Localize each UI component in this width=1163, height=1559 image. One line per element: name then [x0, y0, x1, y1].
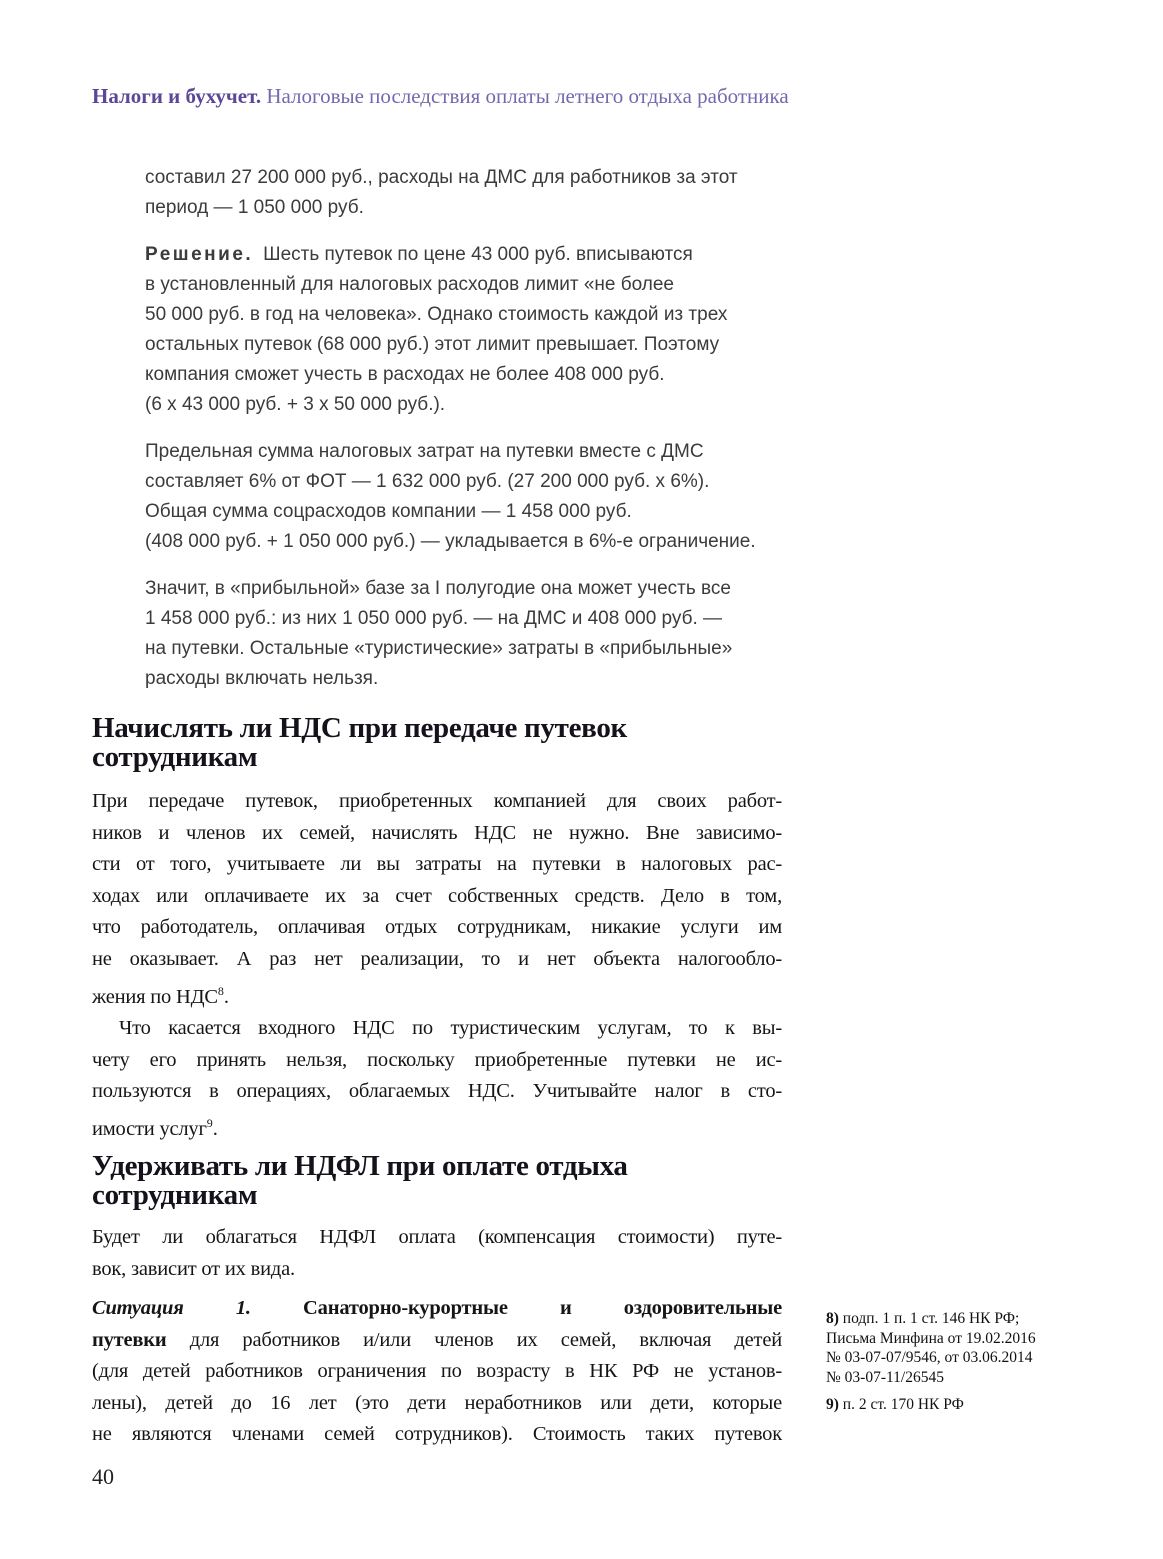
text-segment: (6 х 43 000 руб. + 3 х 50 000 руб.).	[145, 394, 446, 415]
text-line	[145, 330, 807, 360]
text-segment: Решение.	[145, 244, 254, 265]
text-segment: имости услуг	[92, 1117, 207, 1140]
example-block	[145, 163, 807, 711]
example-paragraph	[145, 437, 807, 557]
text-segment: (408 000 руб. + 1 050 000 руб.) — укладывается в 6%-е ограничение.	[145, 531, 756, 552]
text-segment: Письма Минфина от 19.02.2016	[826, 1329, 1036, 1347]
text-line	[92, 818, 782, 850]
text-line	[92, 743, 792, 772]
text-line	[92, 1419, 782, 1451]
text-line	[92, 944, 782, 976]
text-segment: расходы включать нельзя.	[145, 668, 379, 689]
text-segment: Ситуация 1.	[92, 1297, 251, 1319]
text-line	[145, 437, 807, 467]
text-segment: Значит, в «прибыльной» базе за I полугодие она может учесть все	[145, 578, 731, 599]
footnote-marker: 8	[217, 983, 224, 998]
text-segment: Будет ли облагаться НДФЛ оплата (компенсация стоимости) путе-	[92, 1226, 782, 1248]
text-segment: для работников и/или членов их семей, включая детей	[166, 1328, 782, 1351]
article-title: Налоговые последствия оплаты летнего отдыха работника	[266, 84, 789, 108]
text-segment: сотрудникам	[92, 1179, 258, 1211]
text-line	[92, 1152, 792, 1181]
text-line	[826, 1395, 1076, 1415]
text-line	[92, 1356, 782, 1388]
text-line	[145, 360, 807, 390]
text-segment: .	[223, 985, 229, 1008]
rubric-title: Налоги и бухучет.	[92, 84, 262, 108]
page-number: 40	[92, 1464, 114, 1489]
text-line	[145, 390, 807, 420]
footnote-marker: 9	[206, 1115, 213, 1130]
text-segment: 9)	[826, 1396, 839, 1413]
text-segment: № 03-07-11/26545	[826, 1368, 944, 1386]
text-segment: Предельная сумма налоговых затрат на путевки вместе с ДМС	[145, 441, 704, 462]
sidebar-footnotes	[826, 1309, 1076, 1415]
text-line	[92, 912, 782, 944]
text-line	[92, 1293, 782, 1325]
text-line	[145, 574, 807, 604]
text-segment: № 03-07-07/9546, от 03.06.2014	[826, 1349, 1033, 1366]
text-line	[92, 786, 782, 818]
text-line	[92, 976, 782, 1013]
text-line	[92, 1045, 782, 1077]
text-segment: сотрудникам	[92, 741, 258, 773]
text-line	[92, 1181, 792, 1210]
example-solution-paragraph	[145, 240, 807, 420]
text-line	[826, 1348, 1076, 1368]
text-segment: что работодатель, оплачивая отдых сотрудникам, никакие услуги им	[92, 916, 782, 939]
text-segment: .	[212, 1117, 218, 1140]
text-segment: чету его принять нельзя, поскольку приобретенные путевки не ис-	[92, 1048, 782, 1071]
text-line	[145, 467, 807, 497]
example-paragraph	[145, 163, 807, 223]
example-paragraph	[145, 574, 807, 694]
text-segment: компания сможет учесть в расходах не более 408 000 руб.	[145, 364, 665, 385]
text-segment: вок, зависит от их вида.	[92, 1257, 295, 1280]
text-line	[145, 634, 807, 664]
text-line	[145, 527, 807, 557]
page-header	[92, 84, 789, 108]
text-segment: 50 000 руб. в год на человека». Однако стоимость каждой из трех	[145, 304, 728, 325]
text-segment: составил 27 200 000 руб., расходы на ДМС для работников за этот	[145, 167, 738, 188]
text-line	[145, 664, 807, 694]
text-line	[92, 1254, 782, 1286]
situation-1-paragraph	[92, 1293, 782, 1451]
text-segment: ников и членов их семей, начислять НДС не нужно. Вне зависимо-	[92, 821, 782, 844]
text-segment: лены), детей до 16 лет (это дети неработников или дети, которые	[92, 1391, 782, 1414]
text-segment: 1 458 000 руб.: из них 1 050 000 руб. — на ДМС и 408 000 руб. —	[145, 608, 723, 629]
footnote-8	[826, 1309, 1076, 1387]
text-line	[92, 1013, 782, 1045]
text-line	[92, 849, 782, 881]
section-body-ndfl-intro	[92, 1222, 782, 1285]
text-segment: в установленный для налоговых расходов лимит «не более	[145, 274, 675, 295]
text-line	[145, 240, 807, 270]
text-segment: п. 2 ст. 170 НК РФ	[838, 1396, 964, 1413]
text-segment: При передаче путевок, приобретенных компанией для своих работ-	[92, 790, 782, 812]
text-line	[145, 604, 807, 634]
text-line	[92, 1388, 782, 1420]
text-segment: подп. 1 п. 1 ст. 146 НК РФ;	[838, 1310, 1020, 1327]
section-body-nds	[92, 786, 782, 1145]
text-segment: путевки	[92, 1328, 167, 1351]
text-line	[145, 270, 807, 300]
text-segment: пользуются в операциях, облагаемых НДС. Учитывайте налог в сто-	[92, 1080, 782, 1103]
text-line	[92, 1222, 782, 1254]
text-line	[826, 1329, 1076, 1349]
text-line	[145, 300, 807, 330]
text-line	[92, 1108, 782, 1145]
text-line	[92, 714, 792, 743]
text-line	[145, 497, 807, 527]
text-line	[145, 163, 807, 193]
text-segment: на путевки. Остальные «туристические» затраты в «прибыльные»	[145, 638, 733, 659]
section-heading-ndfl	[92, 1152, 792, 1210]
text-line	[92, 1325, 782, 1357]
text-segment: остальных путевок (68 000 руб.) этот лимит превышает. Поэтому	[145, 334, 720, 355]
text-segment: 8)	[826, 1310, 839, 1327]
section-heading-nds	[92, 714, 792, 772]
text-segment: Общая сумма соцрасходов компании — 1 458 000 руб.	[145, 501, 632, 522]
text-segment: не оказывает. А раз нет реализации, то и нет объекта налогообло-	[92, 947, 782, 970]
text-segment: Удерживать ли НДФЛ при оплате отдыха	[92, 1150, 628, 1182]
text-line	[145, 193, 807, 223]
text-line	[826, 1309, 1076, 1329]
text-line	[826, 1368, 1076, 1388]
text-segment: Санаторно-курортные и оздоровительные	[250, 1297, 782, 1319]
text-segment: (для детей работников ограничения по возрасту в НК РФ не установ-	[92, 1360, 782, 1383]
text-line	[92, 1076, 782, 1108]
text-segment: не являются членами семей сотрудников). Стоимость таких путевок	[92, 1423, 782, 1446]
text-segment: жения по НДС	[92, 985, 218, 1008]
text-line	[92, 881, 782, 913]
text-segment: Шесть путевок по цене 43 000 руб. вписываются	[263, 244, 693, 265]
text-segment: составляет 6% от ФОТ — 1 632 000 руб. (27 200 000 руб. х 6%).	[145, 471, 710, 492]
text-segment: Начислять ли НДС при передаче путевок	[92, 712, 627, 744]
text-segment: период — 1 050 000 руб.	[145, 197, 364, 218]
text-segment: сти от того, учитываете ли вы затраты на путевки в налоговых рас-	[92, 853, 782, 876]
text-segment: Что касается входного НДС по туристическим услугам, то к вы-	[119, 1016, 782, 1039]
text-segment: ходах или оплачиваете их за счет собственных средств. Дело в том,	[92, 884, 782, 907]
footnote-9	[826, 1395, 1076, 1415]
